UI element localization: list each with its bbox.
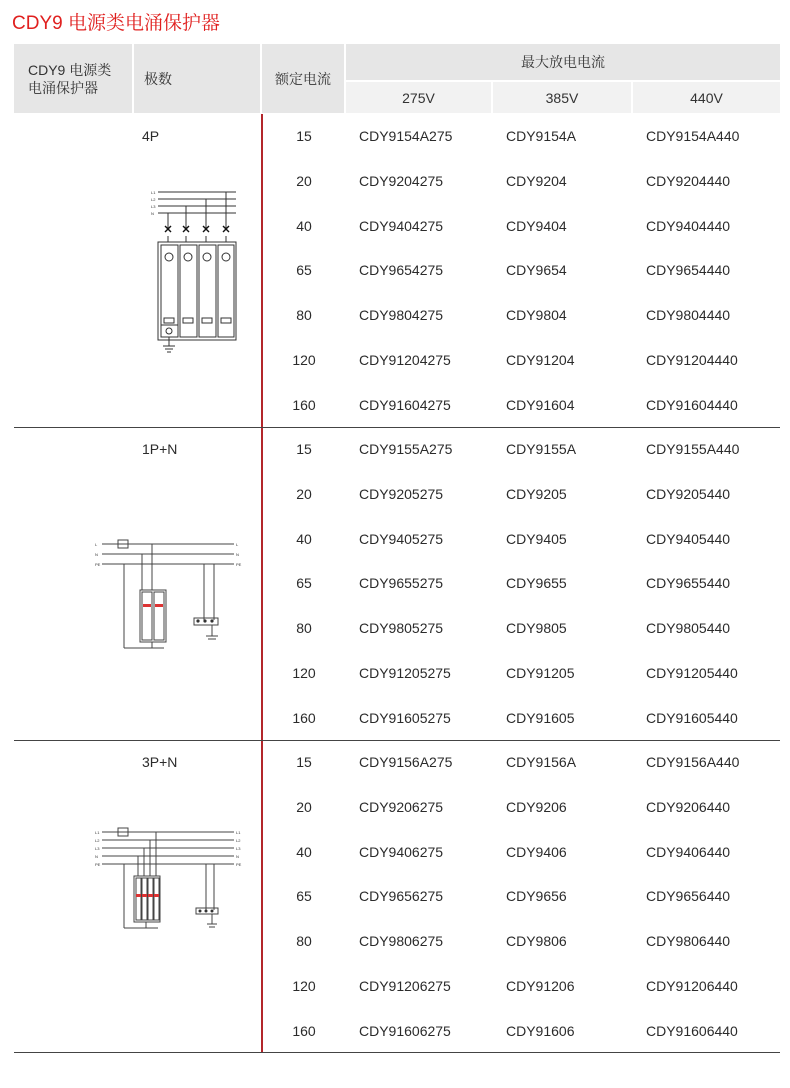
diagram-label: L1 (236, 830, 241, 835)
model-385v-cell: CDY9656 (506, 888, 567, 904)
header-voltage-275: 275V (346, 82, 491, 113)
table-bottom-border (14, 1052, 780, 1053)
model-385v-cell: CDY9654 (506, 262, 567, 278)
diagram-label: L (236, 542, 239, 547)
model-275v-cell: CDY9804275 (359, 307, 444, 323)
diagram-label: L (95, 542, 98, 547)
poles-label-1pn: 1P+N (142, 441, 178, 457)
model-275v-cell: CDY9154A275 (359, 128, 453, 144)
poles-label-3pn: 3P+N (142, 754, 178, 770)
model-385v-cell: CDY9205 (506, 486, 567, 502)
model-385v-cell: CDY9204 (506, 173, 567, 189)
model-275v-cell: CDY9405275 (359, 531, 444, 547)
model-440v-cell: CDY91205440 (646, 665, 738, 681)
model-275v-cell: CDY9155A275 (359, 441, 453, 457)
rated-current-cell: 80 (296, 620, 312, 636)
model-440v-cell: CDY9155A440 (646, 441, 740, 457)
model-440v-cell: CDY9206440 (646, 799, 731, 815)
model-275v-cell: CDY91604275 (359, 397, 451, 413)
header-current: 额定电流 (275, 70, 331, 87)
model-275v-cell: CDY91605275 (359, 710, 451, 726)
diagram-label: L2 (95, 838, 100, 843)
rated-current-cell: 20 (296, 799, 312, 815)
rated-current-cell: 160 (292, 397, 316, 413)
model-385v-cell: CDY9404 (506, 218, 567, 234)
rated-current-cell: 80 (296, 307, 312, 323)
rated-current-cell: 40 (296, 218, 312, 234)
model-275v-cell: CDY9806275 (359, 933, 444, 949)
header-product-line1: CDY9 电源类 (28, 61, 112, 78)
model-440v-cell: CDY91604440 (646, 397, 738, 413)
model-275v-cell: CDY91205275 (359, 665, 451, 681)
model-385v-cell: CDY9206 (506, 799, 567, 815)
model-440v-cell: CDY9205440 (646, 486, 731, 502)
group-separator (14, 740, 780, 741)
model-440v-cell: CDY9654440 (646, 262, 731, 278)
model-440v-cell: CDY9406440 (646, 844, 731, 860)
model-275v-cell: CDY9654275 (359, 262, 444, 278)
model-385v-cell: CDY9155A (506, 441, 577, 457)
model-275v-cell: CDY91206275 (359, 978, 451, 994)
diagram-label: L2 (236, 838, 241, 843)
diagram-label: N (95, 552, 98, 557)
model-275v-cell: CDY9205275 (359, 486, 444, 502)
model-440v-cell: CDY91605440 (646, 710, 738, 726)
diagram-label: L2 (151, 197, 156, 202)
model-440v-cell: CDY9404440 (646, 218, 731, 234)
rated-current-cell: 65 (296, 888, 312, 904)
model-385v-cell: CDY9405 (506, 531, 567, 547)
model-440v-cell: CDY91204440 (646, 352, 738, 368)
diagram-label: N (151, 211, 154, 216)
header-discharge-cell (346, 44, 780, 80)
rated-current-cell: 65 (296, 262, 312, 278)
diagram-label: L1 (151, 190, 156, 195)
model-440v-cell: CDY91206440 (646, 978, 738, 994)
model-440v-cell: CDY9154A440 (646, 128, 740, 144)
model-440v-cell: CDY9805440 (646, 620, 731, 636)
rated-current-cell: 120 (292, 978, 316, 994)
model-275v-cell: CDY9655275 (359, 575, 444, 591)
model-385v-cell: CDY91205 (506, 665, 575, 681)
model-385v-cell: CDY9406 (506, 844, 567, 860)
rated-current-cell: 40 (296, 531, 312, 547)
model-385v-cell: CDY9655 (506, 575, 567, 591)
rated-current-cell: 120 (292, 352, 316, 368)
rated-current-cell: 15 (296, 128, 312, 144)
model-385v-cell: CDY9804 (506, 307, 567, 323)
diagram-label: N (236, 854, 239, 859)
wiring-diagram-3pn (94, 826, 246, 930)
diagram-label: PE (236, 862, 242, 867)
header-discharge: 最大放电电流 (521, 54, 605, 70)
model-385v-cell: CDY9154A (506, 128, 577, 144)
poles-label-4p: 4P (142, 128, 160, 144)
diagram-label: N (236, 552, 239, 557)
diagram-label: L3 (151, 204, 156, 209)
rated-current-cell: 15 (296, 754, 312, 770)
model-275v-cell: CDY9656275 (359, 888, 444, 904)
model-275v-cell: CDY9406275 (359, 844, 444, 860)
diagram-label: N (95, 854, 98, 859)
group-separator (14, 427, 780, 428)
rated-current-cell: 160 (292, 710, 316, 726)
header-product-cell (14, 44, 132, 113)
model-385v-cell: CDY91606 (506, 1023, 575, 1039)
diagram-label: PE (236, 562, 242, 567)
model-275v-cell: CDY9204275 (359, 173, 444, 189)
rated-current-cell: 160 (292, 1023, 316, 1039)
header-current-cell (262, 44, 344, 113)
header-poles-cell (134, 44, 260, 113)
diagram-label: PE (95, 562, 101, 567)
rated-current-cell: 40 (296, 844, 312, 860)
header-voltage-440: 440V (633, 82, 780, 113)
model-440v-cell: CDY9806440 (646, 933, 731, 949)
wiring-diagram-4p (150, 188, 242, 354)
model-385v-cell: CDY91605 (506, 710, 575, 726)
page-title: CDY9 电源类电涌保护器 (12, 13, 220, 34)
model-275v-cell: CDY9156A275 (359, 754, 453, 770)
model-385v-cell: CDY91206 (506, 978, 575, 994)
model-275v-cell: CDY91606275 (359, 1023, 451, 1039)
model-385v-cell: CDY91204 (506, 352, 575, 368)
header-poles: 极数 (144, 70, 172, 87)
model-440v-cell: CDY9156A440 (646, 754, 740, 770)
diagram-label: L3 (236, 846, 241, 851)
model-440v-cell: CDY9804440 (646, 307, 731, 323)
model-275v-cell: CDY9404275 (359, 218, 444, 234)
rated-current-cell: 120 (292, 665, 316, 681)
model-440v-cell: CDY9655440 (646, 575, 731, 591)
model-275v-cell: CDY91204275 (359, 352, 451, 368)
model-385v-cell: CDY9805 (506, 620, 567, 636)
model-275v-cell: CDY9206275 (359, 799, 444, 815)
model-385v-cell: CDY91604 (506, 397, 575, 413)
rated-current-cell: 15 (296, 441, 312, 457)
rated-current-cell: 80 (296, 933, 312, 949)
diagram-label: L1 (95, 830, 100, 835)
model-440v-cell: CDY9405440 (646, 531, 731, 547)
model-440v-cell: CDY9204440 (646, 173, 731, 189)
diagram-label: PE (95, 862, 101, 867)
header-voltage-385: 385V (493, 82, 631, 113)
model-275v-cell: CDY9805275 (359, 620, 444, 636)
rated-current-cell: 65 (296, 575, 312, 591)
rated-current-cell: 20 (296, 486, 312, 502)
wiring-diagram-1pn (94, 530, 246, 650)
model-440v-cell: CDY91606440 (646, 1023, 738, 1039)
rated-current-cell: 20 (296, 173, 312, 189)
model-385v-cell: CDY9806 (506, 933, 567, 949)
diagram-label: L3 (95, 846, 100, 851)
model-440v-cell: CDY9656440 (646, 888, 731, 904)
model-385v-cell: CDY9156A (506, 754, 577, 770)
header-product-line2: 电涌保护器 (28, 79, 98, 96)
